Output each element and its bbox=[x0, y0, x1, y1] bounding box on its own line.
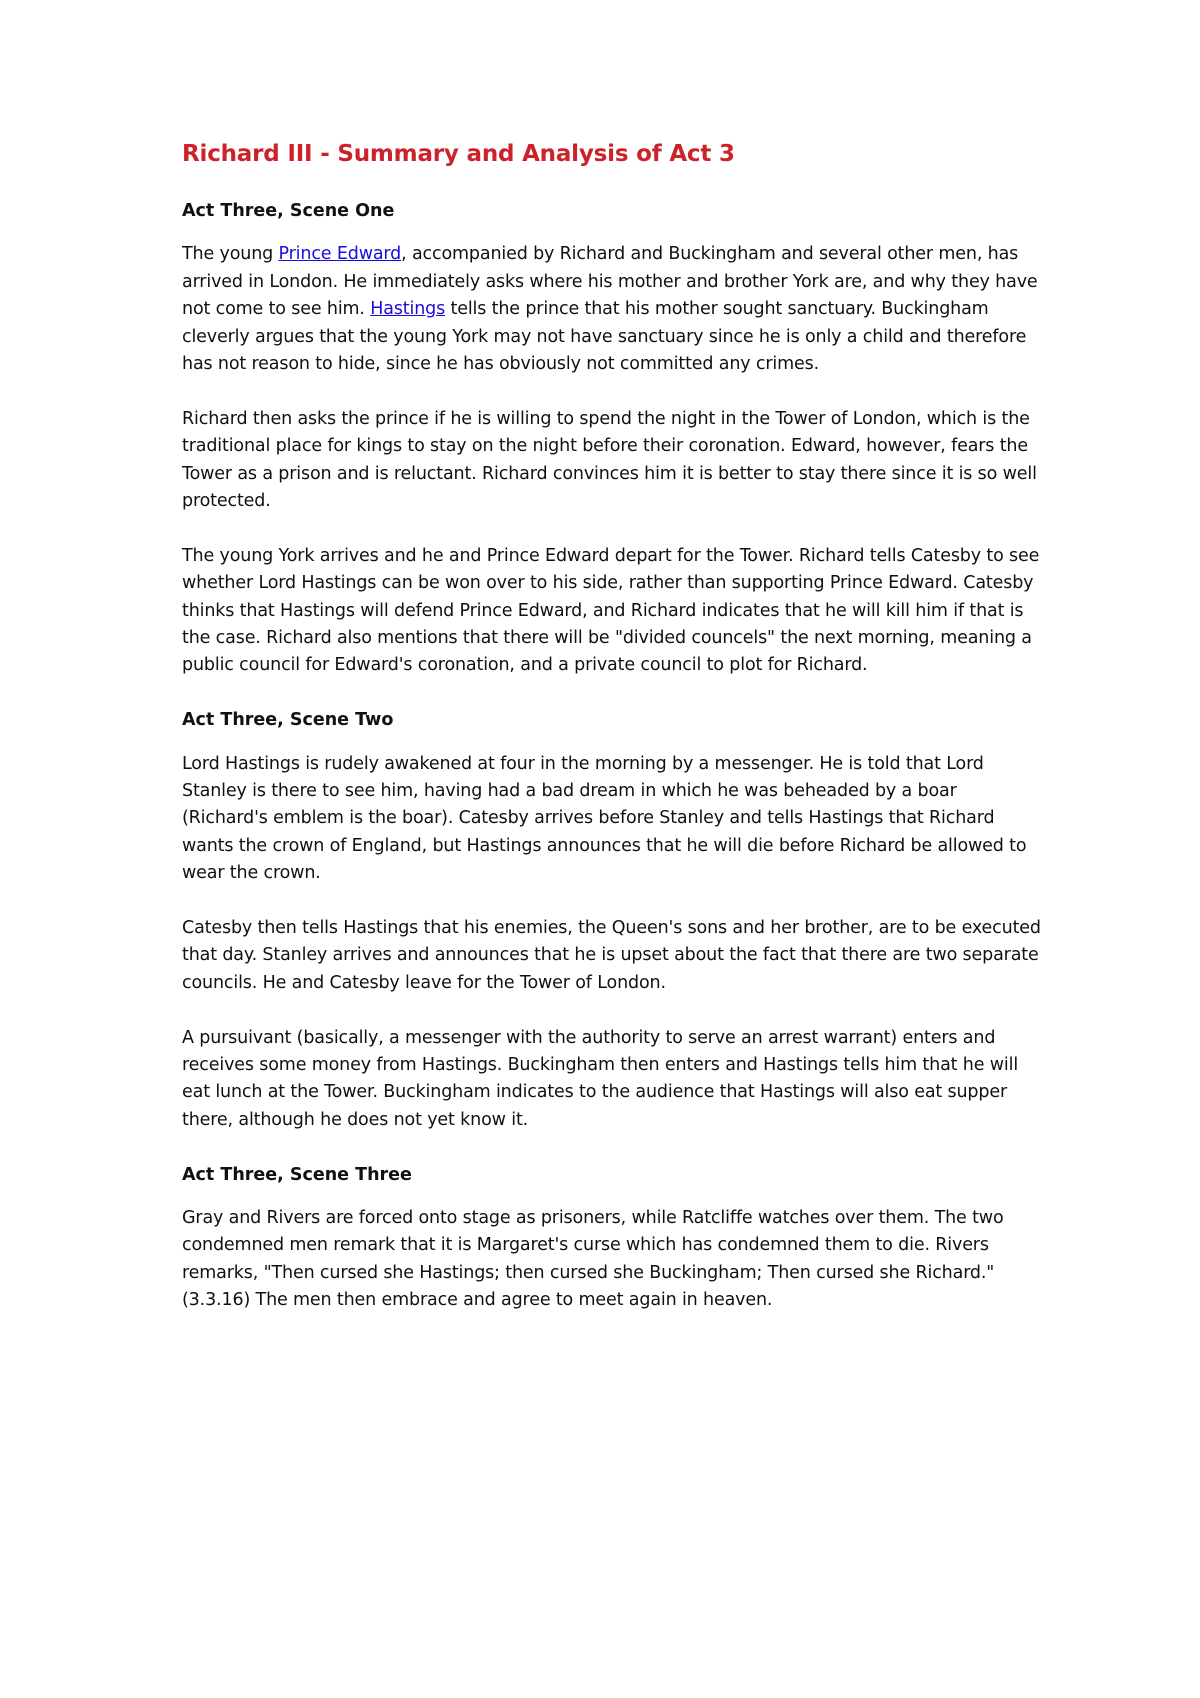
hastings-link[interactable]: Hastings bbox=[370, 299, 446, 320]
paragraph-text: , accompanied by Richard and Buckingham and several other men, has arrived in London. He immediately asks where his mother and brother York are, and why they have not come to see him. bbox=[182, 244, 1038, 320]
paragraph bbox=[182, 241, 1042, 378]
document-title: Richard III - Summary and Analysis of Act 3 bbox=[182, 141, 735, 167]
paragraph-text: The young bbox=[182, 244, 279, 265]
section-scene-two bbox=[182, 707, 1042, 1134]
scene-heading: Act Three, Scene One bbox=[182, 200, 395, 221]
scene-heading: Act Three, Scene Three bbox=[182, 1164, 412, 1185]
paragraph: Richard then asks the prince if he is willing to spend the night in the Tower of London, which is the traditional place for kings to stay on the night before their coronation. Edward, however, fears the Tower as a prison and is reluctant. Richard convinces him it is better to stay there since it is so well protected. bbox=[182, 408, 1037, 511]
section-scene-one bbox=[182, 198, 1042, 680]
section-scene-three bbox=[182, 1162, 1042, 1315]
scene-heading: Act Three, Scene Two bbox=[182, 710, 394, 731]
paragraph: Catesby then tells Hastings that his enemies, the Queen's sons and her brother, are to be executed that day. Stanley arrives and announces that he is upset about the fact that there are two separate councils. He and Catesby leave for the Tower of London. bbox=[182, 917, 1041, 993]
paragraph: Gray and Rivers are forced onto stage as prisoners, while Ratcliffe watches over them. The two condemned men remark that it is Margaret's curse which has condemned them to die. Rivers remarks, "Then cursed she Hastings; then cursed she Buckingham; Then cursed she Richard." (3.3.16) The men then embrace and agree to meet again in heaven. bbox=[182, 1208, 1004, 1311]
paragraph: Lord Hastings is rudely awakened at four in the morning by a messenger. He is told that Lord Stanley is there to see him, having had a bad dream in which he was beheaded by a boar (Richard's emblem is the boar). Catesby arrives before Stanley and tells Hastings that Richard wants the crown of England, but Hastings announces that he will die before Richard be allowed to wear the crown. bbox=[182, 753, 1027, 884]
paragraph: A pursuivant (basically, a messenger with the authority to serve an arrest warrant) enters and receives some money from Hastings. Buckingham then enters and Hastings tells him that he will eat lunch at the Tower. Buckingham indicates to the audience that Hastings will also eat supper there, although he does not yet know it. bbox=[182, 1027, 1019, 1130]
paragraph-text: tells the prince that his mother sought sanctuary. Buckingham cleverly argues that the young York may not have sanctuary since he is only a child and therefore has not reason to hide, since he has obviously not committed any crimes. bbox=[182, 299, 1027, 374]
paragraph: The young York arrives and he and Prince Edward depart for the Tower. Richard tells Catesby to see whether Lord Hastings can be won over to his side, rather than supporting Prince Edward. Catesby thinks that Hastings will defend Prince Edward, and Richard indicates that he will kill him if that is the case. Richard also mentions that there will be "divided councels" the next morning, meaning a public council for Edward's coronation, and a private council to plot for Richard. bbox=[182, 545, 1040, 676]
document-page bbox=[182, 140, 1042, 1342]
prince-edward-link[interactable]: Prince Edward bbox=[278, 244, 402, 265]
